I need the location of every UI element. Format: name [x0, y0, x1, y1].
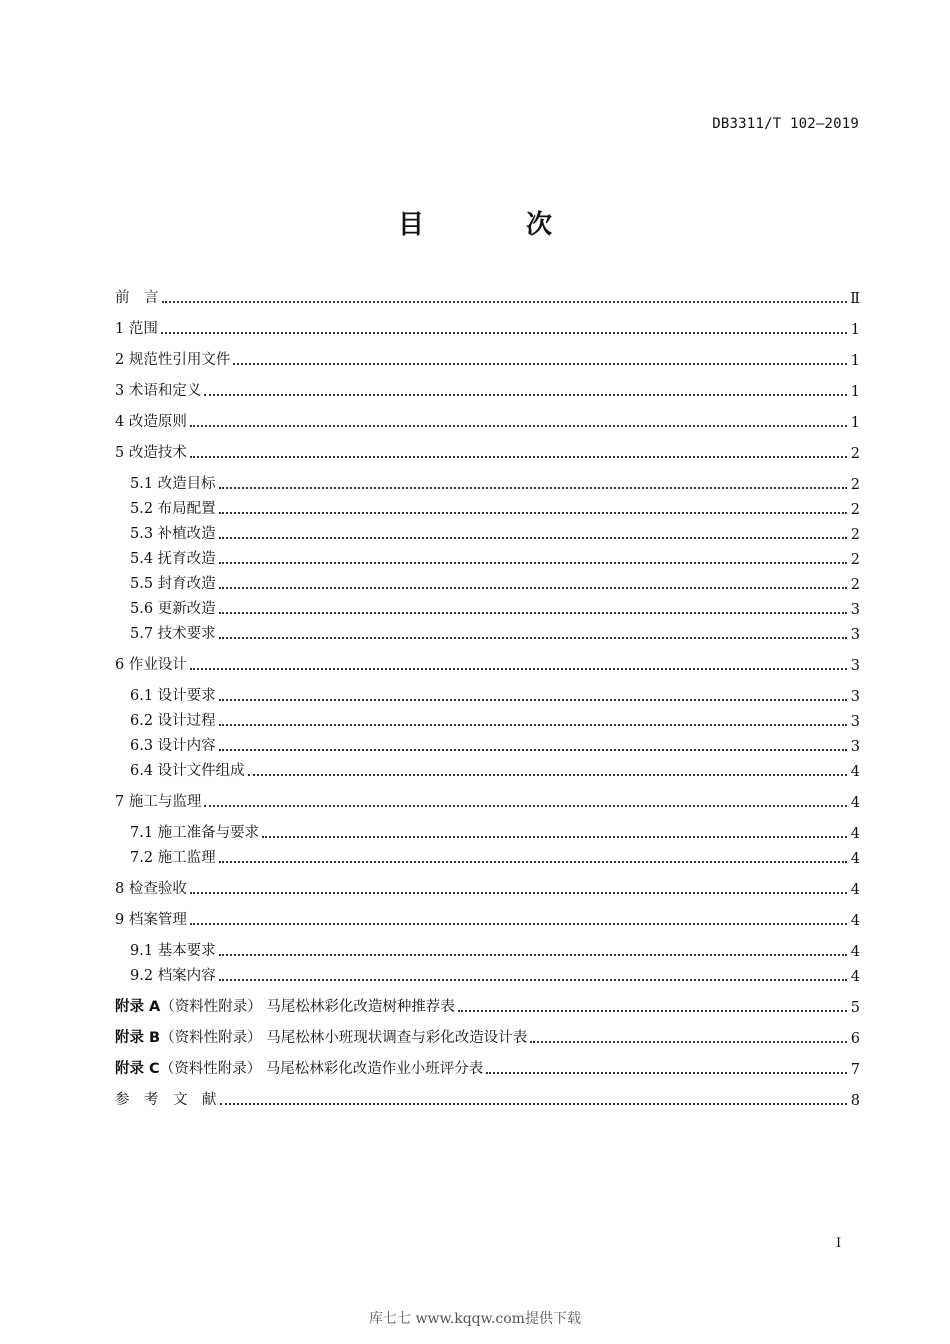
toc-entry[interactable] — [130, 938, 860, 960]
toc-entry-page: 3 — [850, 689, 860, 705]
toc-entry-label: 6.4 设计文件组成 — [130, 763, 245, 779]
appendix-title: （资料性附录） 马尾松林彩化改造作业小班评分表 — [159, 1061, 484, 1077]
toc-entry[interactable] — [130, 845, 860, 867]
dot-leader — [248, 764, 847, 776]
dot-leader — [219, 739, 847, 751]
toc-entry[interactable] — [130, 546, 860, 568]
toc-entry[interactable] — [115, 347, 860, 369]
appendix-title: （资料性附录） 马尾松林小班现状调查与彩化改造设计表 — [160, 1030, 528, 1046]
toc-entry[interactable] — [130, 963, 860, 985]
toc-entry-page: 1 — [850, 415, 860, 431]
toc-entry-label: 3 术语和定义 — [115, 383, 202, 399]
toc-entry-page: 8 — [850, 1093, 860, 1109]
toc-entry[interactable] — [130, 521, 860, 543]
toc-entry-label: 5.1 改造目标 — [130, 476, 216, 492]
dot-leader — [190, 415, 847, 427]
toc-entry[interactable] — [130, 571, 860, 593]
toc-entry[interactable] — [130, 596, 860, 618]
toc-entry[interactable] — [130, 708, 860, 730]
toc-entry-page: 2 — [850, 446, 860, 462]
toc-entry-label — [115, 1026, 527, 1047]
toc-entry[interactable] — [115, 994, 860, 1016]
toc-entry-page: 2 — [850, 527, 860, 543]
toc-entry-page: 3 — [850, 739, 860, 755]
dot-leader — [190, 882, 847, 894]
dot-leader — [204, 384, 847, 396]
toc-entry[interactable] — [115, 440, 860, 462]
dot-leader — [219, 477, 847, 489]
toc-entry-page: 4 — [850, 913, 860, 929]
toc-entry-page: Ⅱ — [850, 291, 860, 307]
toc-entry[interactable] — [115, 1056, 860, 1078]
toc-entry[interactable] — [130, 733, 860, 755]
dot-leader — [162, 291, 848, 303]
dot-leader — [219, 689, 847, 701]
toc-entry[interactable] — [115, 285, 860, 307]
toc-entry-label: 5.6 更新改造 — [130, 601, 216, 617]
toc-entry-page: 7 — [850, 1062, 860, 1078]
toc-entry-page: 1 — [850, 384, 860, 400]
toc-entry[interactable] — [115, 876, 860, 898]
toc-entry[interactable] — [115, 789, 860, 811]
toc-entry-page: 3 — [850, 627, 860, 643]
toc-entry-label: 参 考 文 献 — [115, 1092, 217, 1108]
appendix-lead: 附录 B — [115, 1030, 161, 1046]
toc-entry-label: 7.1 施工准备与要求 — [130, 825, 260, 841]
dot-leader — [219, 627, 847, 639]
toc-entry-page: 2 — [850, 477, 860, 493]
watermark-text: 库七七 www.kqqw.com提供下载 — [369, 1311, 581, 1327]
dot-leader — [219, 527, 847, 539]
toc-entry-label — [115, 1057, 483, 1078]
toc-entry-page: 6 — [850, 1031, 860, 1047]
toc-entry-label: 4 改造原则 — [115, 414, 187, 430]
toc-entry-page: 4 — [850, 851, 860, 867]
dot-leader — [458, 1000, 847, 1012]
toc-entry-label: 7.2 施工监理 — [130, 850, 216, 866]
toc-entry-label: 前 言 — [115, 290, 159, 306]
dot-leader — [190, 913, 847, 925]
toc-entry-label: 6 作业设计 — [115, 657, 187, 673]
page-title: 目 次 — [397, 210, 590, 240]
toc-entry-page: 4 — [850, 882, 860, 898]
toc-entry[interactable] — [115, 1087, 860, 1109]
toc-entry[interactable] — [115, 1025, 860, 1047]
toc-entry-label: 6.2 设计过程 — [130, 713, 216, 729]
toc-entry-label: 1 范围 — [115, 321, 158, 337]
toc-entry-label: 9.2 档案内容 — [130, 968, 216, 984]
dot-leader — [219, 552, 847, 564]
toc-entry-label: 5.4 抚育改造 — [130, 551, 216, 567]
dot-leader — [219, 714, 847, 726]
dot-leader — [190, 446, 847, 458]
dot-leader — [220, 1093, 848, 1105]
toc-entry-label: 6.3 设计内容 — [130, 738, 216, 754]
toc-entry-page: 4 — [850, 944, 860, 960]
toc-entry[interactable] — [130, 683, 860, 705]
toc-entry-page: 4 — [850, 969, 860, 985]
toc-entry-label: 9.1 基本要求 — [130, 943, 216, 959]
toc-entry-label: 9 档案管理 — [115, 912, 187, 928]
dot-leader — [219, 969, 847, 981]
toc-entry-page: 5 — [850, 1000, 860, 1016]
toc-entry-page: 2 — [850, 502, 860, 518]
dot-leader — [219, 944, 847, 956]
toc-entry[interactable] — [115, 409, 860, 431]
dot-leader — [219, 602, 847, 614]
toc-entry-label: 5.3 补植改造 — [130, 526, 216, 542]
toc-entry-page: 4 — [850, 826, 860, 842]
toc-entry-page: 3 — [850, 602, 860, 618]
appendix-lead: 附录 C — [115, 1061, 160, 1077]
toc-entry-label: 8 检查验收 — [115, 881, 187, 897]
dot-leader — [204, 795, 847, 807]
toc-entry-label: 5.7 技术要求 — [130, 626, 216, 642]
toc-entry[interactable] — [130, 471, 860, 493]
toc-entry-page: 1 — [850, 322, 860, 338]
toc-entry-page: 4 — [850, 795, 860, 811]
toc-entry-page: 2 — [850, 577, 860, 593]
dot-leader — [262, 826, 847, 838]
dot-leader — [219, 577, 847, 589]
toc-entry[interactable] — [115, 907, 860, 929]
dot-leader — [486, 1062, 847, 1074]
appendix-lead: 附录 A — [115, 999, 161, 1015]
toc-entry-label — [115, 995, 455, 1016]
page-number: I — [836, 1236, 842, 1251]
toc-entry[interactable] — [115, 652, 860, 674]
toc-entry-label: 6.1 设计要求 — [130, 688, 216, 704]
dot-leader — [530, 1031, 847, 1043]
toc-entry-label: 5.5 封育改造 — [130, 576, 216, 592]
toc-entry-page: 3 — [850, 658, 860, 674]
toc-entry[interactable] — [115, 378, 860, 400]
toc-entry[interactable] — [130, 496, 860, 518]
dot-leader — [219, 502, 847, 514]
dot-leader — [219, 851, 847, 863]
toc-entry-label: 5.2 布局配置 — [130, 501, 216, 517]
document-code: DB3311/T 102—2019 — [712, 116, 859, 132]
toc-entry[interactable] — [130, 758, 860, 780]
toc-entry-page: 1 — [850, 353, 860, 369]
toc-entry-page: 3 — [850, 714, 860, 730]
dot-leader — [233, 353, 847, 365]
toc-entry-label: 2 规范性引用文件 — [115, 352, 231, 368]
toc-entry[interactable] — [130, 621, 860, 643]
toc-entry-label: 7 施工与监理 — [115, 794, 202, 810]
toc-entry[interactable] — [115, 316, 860, 338]
toc-entry-page: 4 — [850, 764, 860, 780]
toc-entry-label: 5 改造技术 — [115, 445, 187, 461]
toc-entry-page: 2 — [850, 552, 860, 568]
dot-leader — [161, 322, 847, 334]
dot-leader — [190, 658, 847, 670]
appendix-title: （资料性附录） 马尾松林彩化改造树种推荐表 — [160, 999, 455, 1015]
toc-entry[interactable] — [130, 820, 860, 842]
